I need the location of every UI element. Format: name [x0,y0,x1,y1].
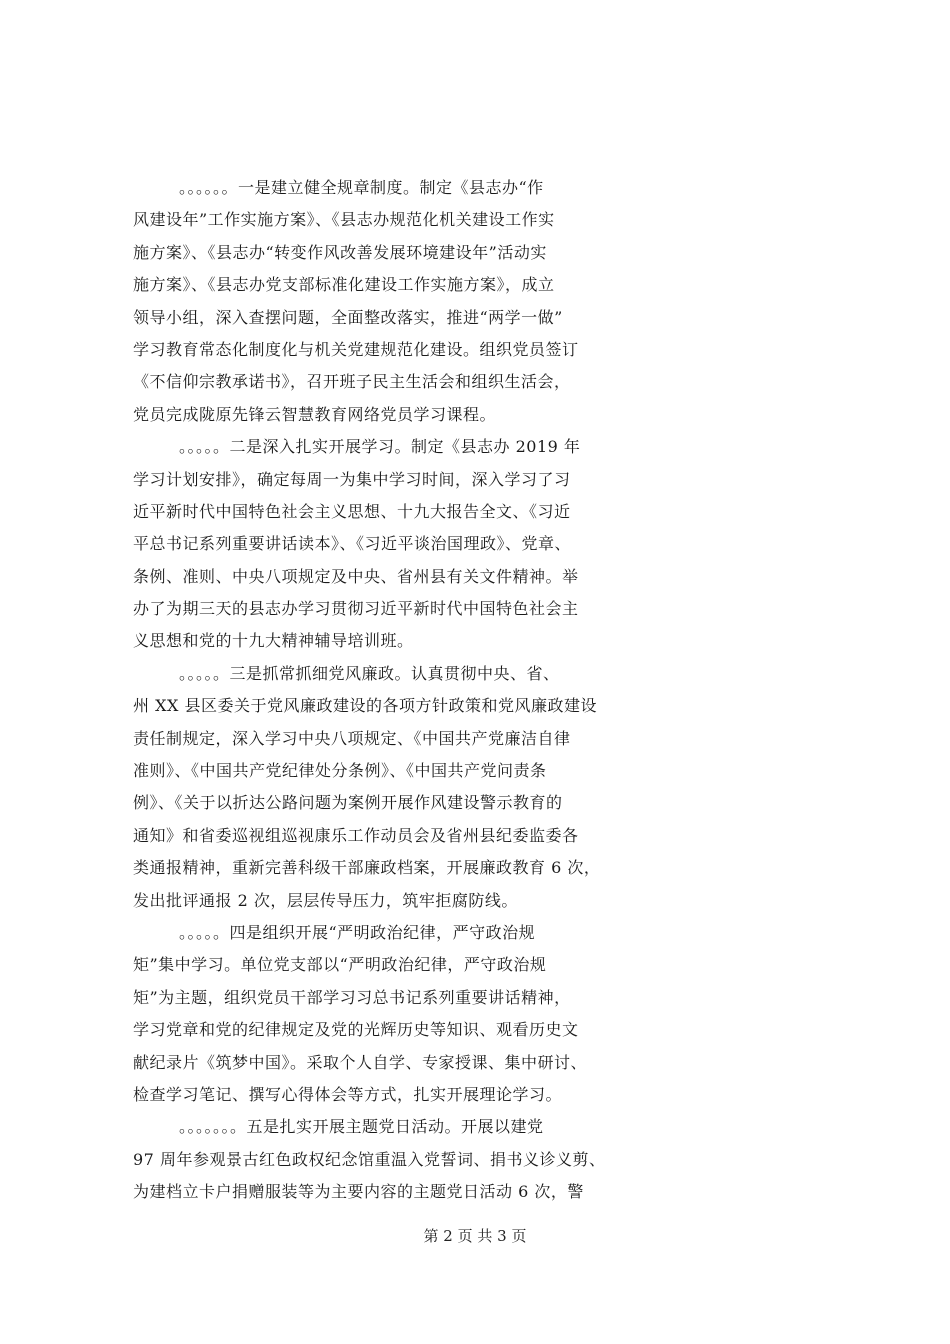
text-line: 义思想和党的十九大精神辅导培训班。 [133,631,414,651]
text-line: 近平新时代中国特色社会主义思想、十九大报告全文、《习近 [133,501,571,521]
text-line: 办了为期三天的县志办学习贯彻习近平新时代中国特色社会主 [133,599,579,619]
text-line: 准则》、《中国共产党纪律处分条例》、《中国共产党问责条 [133,761,547,781]
text-line: 责任制规定，深入学习中央八项规定、《中国共产党廉洁自律 [133,728,571,748]
text-line: 检查学习笔记、撰写心得体会等方式，扎实开展理论学习。 [133,1084,563,1104]
text-line: 条例、准则、中央八项规定及中央、省州县有关文件精神。举 [133,566,579,586]
document-body [133,172,833,1209]
paragraph-5 [133,1111,833,1208]
text-line: 学习教育常态化制度化与机关党建规范化建设。组织党员签订 [133,339,579,359]
text-line: 矩”集中学习。单位党支部以“严明政治纪律，严守政治规 [133,955,547,975]
text-line: 风建设年”工作实施方案》、《县志办规范化机关建设工作实 [133,210,555,230]
text-line: 施方案》、《县志办党支部标准化建设工作实施方案》，成立 [133,275,555,295]
text-line: 97 周年参观景古红色政权纪念馆重温入党誓词、捐书义诊义剪、 [133,1149,606,1169]
text-line: 州 XX 县区委关于党风廉政建设的各项方针政策和党风廉政建设 [133,696,597,716]
paragraph-1 [133,172,833,431]
text-line: 学习党章和党的纪律规定及党的光辉历史等知识、观看历史文 [133,1020,579,1040]
page-number: 第 2 页 共 3 页 [423,1227,527,1245]
text-line: 通知》和省委巡视组巡视康乐工作动员会及省州县纪委监委各 [133,825,579,845]
page-footer [0,1226,950,1246]
text-line: 《不信仰宗教承诺书》，召开班子民主生活会和组织生活会， [133,372,571,392]
text-line: 平总书记系列重要讲话读本》、《习近平谈治国理政》、党章、 [133,534,572,554]
text-line: 党员完成陇原先锋云智慧教育网络党员学习课程。 [133,404,497,424]
text-line: 领导小组，深入查摆问题，全面整改落实，推进“两学一做” [133,307,563,327]
text-line: 为建档立卡户捐赠服装等为主要内容的主题党日活动 6 次，警 [133,1182,584,1202]
text-line: 。。。。。。一是建立健全规章制度。制定《县志办“作 [179,178,544,197]
text-line: 。。。。。。。五是扎实开展主题党日活动。开展以建党 [179,1117,544,1137]
paragraph-4 [133,917,833,1111]
text-line: 类通报精神，重新完善科级干部廉政档案，开展廉政教育 6 次， [133,858,601,878]
text-line: 。。。。。二是深入扎实开展学习。制定《县志办 2019 年 [179,437,581,457]
text-line: 。。。。。三是抓常抓细党风廉政。认真贯彻中央、省、 [179,663,560,683]
text-line: 施方案》、《县志办“转变作风改善发展环境建设年”活动实 [133,242,547,262]
text-line: 矩”为主题，组织党员干部学习习总书记系列重要讲话精神， [133,987,571,1007]
text-line: 学习计划安排》，确定每周一为集中学习时间，深入学习了习 [133,469,571,489]
text-line: 。。。。。四是组织开展“严明政治纪律，严守政治规 [179,922,536,942]
text-line: 例》、《关于以折达公路问题为案例开展作风建设警示教育的 [133,793,563,813]
paragraph-3 [133,658,833,917]
paragraph-2 [133,431,833,658]
text-line: 献纪录片《筑梦中国》。采取个人自学、专家授课、集中研讨、 [133,1052,588,1072]
text-line: 发出批评通报 2 次，层层传导压力，筑牢拒腐防线。 [133,890,518,910]
